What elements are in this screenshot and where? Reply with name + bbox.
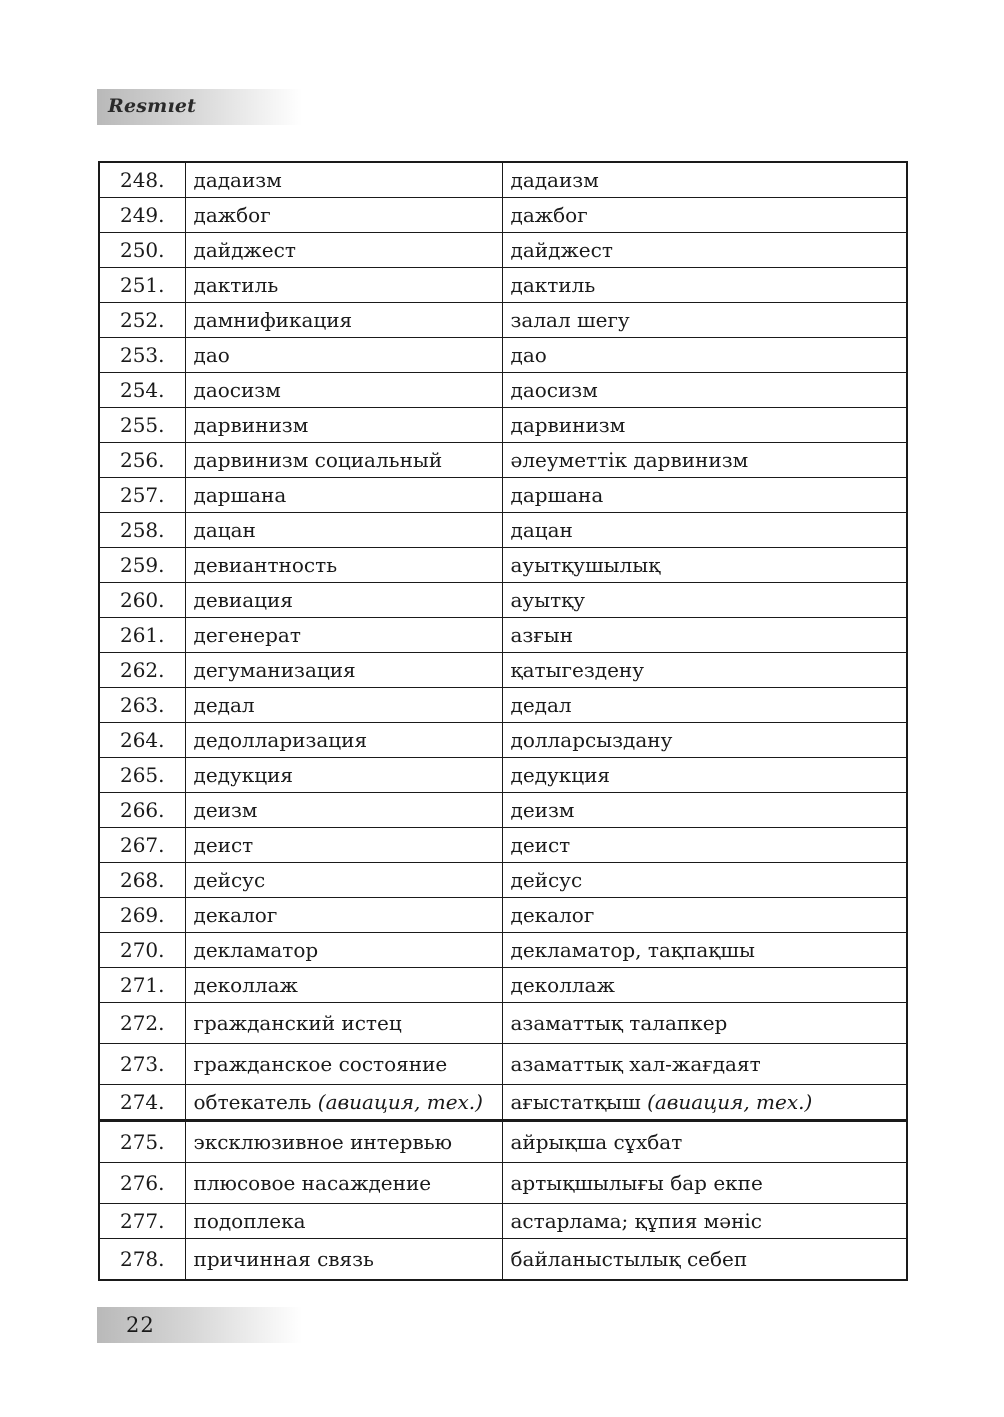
russian-term: [185, 1085, 502, 1121]
russian-term-text: дедукция: [193, 763, 294, 787]
russian-term: [185, 443, 502, 478]
kazakh-term-text: деизм: [510, 798, 575, 822]
russian-term: [185, 233, 502, 268]
russian-term: [185, 268, 502, 303]
table-row: [99, 548, 907, 583]
table-row: [99, 198, 907, 233]
kazakh-term: [502, 1085, 907, 1121]
entry-number: 265.: [99, 758, 185, 793]
entry-number: 268.: [99, 863, 185, 898]
russian-term-text: даосизм: [193, 378, 281, 402]
kazakh-term: [502, 338, 907, 373]
kazakh-term-text: азғын: [510, 623, 574, 647]
table-row: [99, 863, 907, 898]
kazakh-term: [502, 758, 907, 793]
russian-term-text: дайджест: [193, 238, 296, 262]
kazakh-term: [502, 968, 907, 1003]
kazakh-term-text: дацан: [510, 518, 573, 542]
table-row: [99, 1163, 907, 1204]
kazakh-term: [502, 898, 907, 933]
entry-number: 254.: [99, 373, 185, 408]
entry-number: 270.: [99, 933, 185, 968]
entry-number: 272.: [99, 1003, 185, 1044]
running-header: Resmıet: [108, 95, 197, 117]
kazakh-term: [502, 793, 907, 828]
kazakh-term: [502, 1163, 907, 1204]
kazakh-term: [502, 548, 907, 583]
russian-term-text: дамнификация: [193, 308, 353, 332]
russian-term-text: причинная связь: [193, 1247, 374, 1271]
russian-term-text: дедал: [193, 693, 255, 717]
kazakh-term: [502, 162, 907, 198]
kazakh-term-text: азаматтық талапкер: [510, 1011, 728, 1035]
russian-term: [185, 1204, 502, 1239]
kazakh-term: [502, 513, 907, 548]
kazakh-term: [502, 828, 907, 863]
table-row: [99, 933, 907, 968]
entry-number: 276.: [99, 1163, 185, 1204]
table-row: [99, 793, 907, 828]
russian-term: [185, 1163, 502, 1204]
russian-term-text: девиантность: [193, 553, 338, 577]
russian-term: [185, 162, 502, 198]
entry-number: 253.: [99, 338, 185, 373]
russian-term-text: дегуманизация: [193, 658, 356, 682]
russian-term: [185, 373, 502, 408]
russian-term-text: декламатор: [193, 938, 319, 962]
kazakh-term-text: дедукция: [510, 763, 611, 787]
russian-term: [185, 338, 502, 373]
entry-number: 261.: [99, 618, 185, 653]
table-row: [99, 688, 907, 723]
table-row: [99, 828, 907, 863]
kazakh-term: [502, 688, 907, 723]
russian-term: [185, 1239, 502, 1281]
kazakh-term-text: ағыстатқыш: [510, 1090, 648, 1114]
russian-term: [185, 898, 502, 933]
kazakh-term: [502, 233, 907, 268]
russian-term-text: деколлаж: [193, 973, 298, 997]
russian-term-text: подоплека: [193, 1209, 306, 1233]
russian-term: [185, 1003, 502, 1044]
kazakh-term-text: дактиль: [510, 273, 596, 297]
glossary-table: [98, 161, 908, 1281]
kazakh-term-text: дажбог: [510, 203, 588, 227]
table-row: [99, 233, 907, 268]
kazakh-term: [502, 863, 907, 898]
russian-term: [185, 303, 502, 338]
russian-term-text: обтекатель: [193, 1090, 318, 1114]
entry-number: 273.: [99, 1044, 185, 1085]
russian-term: [185, 793, 502, 828]
russian-term-text: дацан: [193, 518, 256, 542]
kazakh-term: [502, 443, 907, 478]
table-row: [99, 443, 907, 478]
table-row: [99, 1044, 907, 1085]
entry-number: 266.: [99, 793, 185, 828]
table-row: [99, 653, 907, 688]
kazakh-term-text: дайджест: [510, 238, 613, 262]
russian-term-text: гражданский истец: [193, 1011, 402, 1035]
russian-term: [185, 478, 502, 513]
kazakh-term: [502, 1003, 907, 1044]
entry-number: 251.: [99, 268, 185, 303]
kazakh-term: [502, 373, 907, 408]
kazakh-term-text: декалог: [510, 903, 595, 927]
entry-number: 260.: [99, 583, 185, 618]
entry-number: 263.: [99, 688, 185, 723]
kazakh-term: [502, 723, 907, 758]
table-row: [99, 723, 907, 758]
table-row: [99, 162, 907, 198]
kazakh-term-text: дедал: [510, 693, 572, 717]
kazakh-term-text: даосизм: [510, 378, 598, 402]
table-row: [99, 303, 907, 338]
kazakh-term: [502, 1239, 907, 1281]
kazakh-term: [502, 618, 907, 653]
table-row: [99, 268, 907, 303]
kazakh-term: [502, 933, 907, 968]
russian-term-text: даршана: [193, 483, 287, 507]
kazakh-term-text: декламатор, тақпақшы: [510, 938, 755, 962]
russian-term-text: дажбог: [193, 203, 271, 227]
russian-term-text: дао: [193, 343, 230, 367]
kazakh-term: [502, 408, 907, 443]
russian-term: [185, 933, 502, 968]
russian-term-text: деизм: [193, 798, 258, 822]
kazakh-term-text: астарлама; құпия мәніс: [510, 1209, 762, 1233]
russian-term: [185, 618, 502, 653]
kazakh-term-text: әлеуметтік дарвинизм: [510, 448, 749, 472]
kazakh-term: [502, 198, 907, 233]
kazakh-term-text: дейсус: [510, 868, 583, 892]
table-row: [99, 898, 907, 933]
entry-number: 274.: [99, 1085, 185, 1121]
table-row: [99, 338, 907, 373]
russian-term-text: деист: [193, 833, 254, 857]
entry-number: 267.: [99, 828, 185, 863]
kazakh-term-text: дадаизм: [510, 168, 599, 192]
table-row: [99, 1239, 907, 1281]
russian-term: [185, 863, 502, 898]
kazakh-term-text: дарвинизм: [510, 413, 626, 437]
kazakh-term: [502, 1121, 907, 1163]
russian-term-text: дейсус: [193, 868, 266, 892]
russian-term-text: плюсовое насаждение: [193, 1171, 432, 1195]
russian-term: [185, 653, 502, 688]
russian-term: [185, 758, 502, 793]
entry-number: 258.: [99, 513, 185, 548]
entry-number: 248.: [99, 162, 185, 198]
kazakh-term-text: даршана: [510, 483, 604, 507]
kazakh-term-text: долларсыздану: [510, 728, 673, 752]
kazakh-term-note: (авиация, тех.): [647, 1090, 813, 1114]
russian-term: [185, 548, 502, 583]
entry-number: 252.: [99, 303, 185, 338]
russian-term: [185, 688, 502, 723]
russian-term-text: гражданское состояние: [193, 1052, 448, 1076]
russian-term-text: дарвинизм: [193, 413, 309, 437]
table-row: [99, 618, 907, 653]
russian-term: [185, 968, 502, 1003]
entry-number: 259.: [99, 548, 185, 583]
page-number: 22: [126, 1313, 155, 1337]
kazakh-term: [502, 653, 907, 688]
russian-term-text: декалог: [193, 903, 278, 927]
kazakh-term-text: деколлаж: [510, 973, 615, 997]
glossary-body: [99, 162, 907, 1280]
kazakh-term-text: байланыстылық себеп: [510, 1247, 748, 1271]
russian-term: [185, 1121, 502, 1163]
table-row: [99, 758, 907, 793]
table-row: [99, 1003, 907, 1044]
table-row: [99, 513, 907, 548]
table-row: [99, 478, 907, 513]
entry-number: 277.: [99, 1204, 185, 1239]
table-row: [99, 373, 907, 408]
russian-term: [185, 583, 502, 618]
russian-term: [185, 513, 502, 548]
entry-number: 257.: [99, 478, 185, 513]
kazakh-term-text: деист: [510, 833, 571, 857]
kazakh-term: [502, 583, 907, 618]
entry-number: 256.: [99, 443, 185, 478]
kazakh-term: [502, 1204, 907, 1239]
entry-number: 275.: [99, 1121, 185, 1163]
kazakh-term-text: дао: [510, 343, 547, 367]
kazakh-term-text: айрықша сұхбат: [510, 1130, 683, 1154]
kazakh-term: [502, 303, 907, 338]
kazakh-term-text: залал шегу: [510, 308, 630, 332]
table-row: [99, 1204, 907, 1239]
entry-number: 278.: [99, 1239, 185, 1281]
kazakh-term: [502, 478, 907, 513]
russian-term: [185, 723, 502, 758]
table-row: [99, 583, 907, 618]
entry-number: 250.: [99, 233, 185, 268]
kazakh-term: [502, 1044, 907, 1085]
kazakh-term: [502, 268, 907, 303]
entry-number: 264.: [99, 723, 185, 758]
russian-term: [185, 828, 502, 863]
russian-term-text: дедолларизация: [193, 728, 368, 752]
russian-term-note: (авиация, тех.): [317, 1090, 483, 1114]
russian-term: [185, 1044, 502, 1085]
russian-term-text: девиация: [193, 588, 293, 612]
russian-term-text: дадаизм: [193, 168, 282, 192]
kazakh-term-text: ауытқушылық: [510, 553, 661, 577]
entry-number: 262.: [99, 653, 185, 688]
kazakh-term-text: ауытқу: [510, 588, 586, 612]
table-row: [99, 968, 907, 1003]
russian-term-text: эксклюзивное интервью: [193, 1130, 453, 1154]
russian-term: [185, 408, 502, 443]
kazakh-term-text: азаматтық хал-жағдаят: [510, 1052, 761, 1076]
table-row: [99, 1121, 907, 1163]
entry-number: 269.: [99, 898, 185, 933]
russian-term: [185, 198, 502, 233]
russian-term-text: дарвинизм социальный: [193, 448, 443, 472]
russian-term-text: дактиль: [193, 273, 279, 297]
entry-number: 249.: [99, 198, 185, 233]
entry-number: 255.: [99, 408, 185, 443]
kazakh-term-text: қатыгездену: [510, 658, 644, 682]
entry-number: 271.: [99, 968, 185, 1003]
table-row: [99, 408, 907, 443]
kazakh-term-text: артықшылығы бар екпе: [510, 1171, 763, 1195]
table-row: [99, 1085, 907, 1121]
russian-term-text: дегенерат: [193, 623, 301, 647]
